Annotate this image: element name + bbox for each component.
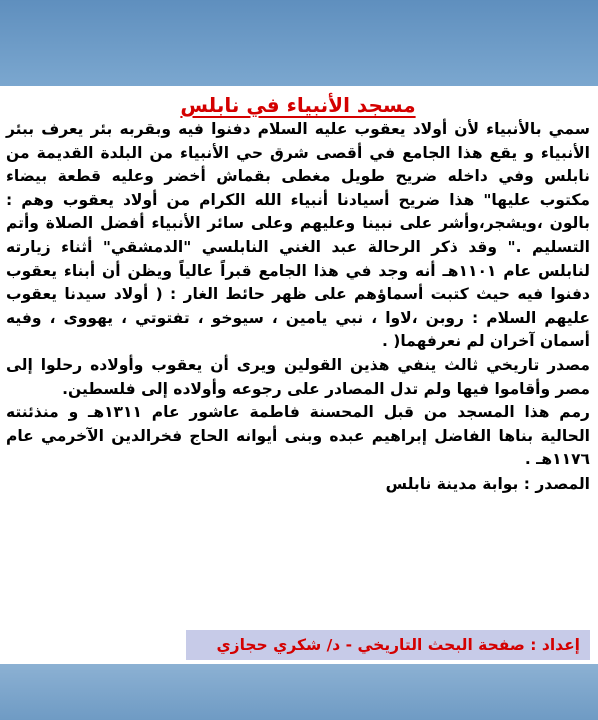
paragraph-intro: سمي بالأنبياء لأن أولاد يعقوب عليه السلام دفنوا فيه وبقربه بئر يعرف ببئر الأنبياء و يقع هذا الجامع في أقصى شرق حي الأنبياء من البلدة القديمة من نابلس وفي داخله ضريح طويل مغطى بقماش أخضر وعليه قطعة بيضاء مكتوب عليها" هذا ضريح أسيادنا أنبياء الله الكرام من أولاد يعقوب وهم : بالون ،ويشجر،وأشر على نبينا وعليهم وعلى سائر الأنبياء أفضل الصلاة وأتم التسليم ." وقد ذكر الرحالة عبد الغني النابلسي "الدمشقي" أثناء زيارته لنابلس عام ١١٠١هـ أنه وجد في هذا الجامع قبراً عالياً ويظن أن أبناء يعقوب دفنوا فيه حيث كتبت أسماؤهم على ظهر حائط الغار : ( أولاد سيدنا يعقوب عليهم السلام : روبن ،لاوا ، نبي يامين ، سيوخو ، تفتوتي ، يهووى ، وفيه أسمان آخران لم نعرفهما( . [6, 120, 590, 351]
article-page [0, 86, 598, 664]
top-background-strip [0, 0, 598, 86]
source-line: المصدر : بوابة مدينة نابلس [385, 474, 590, 493]
paragraph-restoration: رمم هذا المسجد من قبل المحسنة فاطمة عاشور عام ١٣١١هـ و منذئنته الحالية بناها الفاضل إبراهيم عبده وبنى أيوانه الحاج فخرالدين الآخرمي عام ١١٧٦هـ . [6, 403, 590, 469]
bottom-background-strip [0, 664, 598, 720]
article-title [6, 92, 590, 118]
credit-banner: إعداد : صفحة البحث التاريخي - د/ شكري حجازي [186, 630, 590, 660]
article-body [6, 118, 590, 472]
paragraph-third-source: مصدر تاريخي ثالث ينفي هذين القولين ويرى أن يعقوب وأولاده رحلوا إلى مصر وأقاموا فيها ولم تدل المصادر على رجوعه وأولاده إلى فلسطين. [6, 355, 590, 398]
article-title-text: مسجد الأنبياء في نابلس [180, 93, 416, 117]
